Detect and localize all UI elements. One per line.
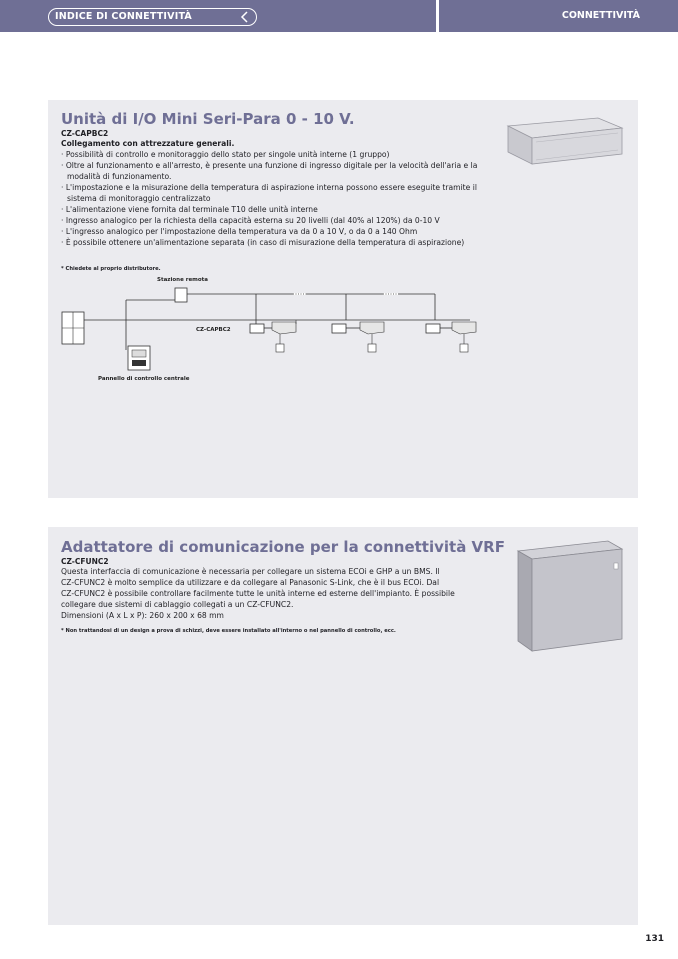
feature-item: · Possibilità di controllo e monitoraggio dello stato per singole unità interne (1 gruppo) (61, 150, 390, 159)
remote-station-label: Stazione remota (157, 277, 209, 283)
header-divider (436, 0, 439, 32)
product-model: CZ-CAPBC2 (61, 129, 109, 138)
adapter-label: CZ-CAPBC2 (196, 327, 231, 333)
product-description (61, 138, 481, 248)
indoor-unit-group-2 (332, 294, 384, 352)
footnote: * Non trattandosi di un design a prova di schizzi, deve essere installato all'interno o nel pannello di controllo, ecc. (61, 628, 396, 634)
io-unit-image (498, 116, 624, 168)
description-line: CZ-CFUNC2 è possibile controllare facilmente tutte le unità interne ed esterne dell'impianto. È possibile (61, 589, 455, 598)
page-number: 131 (645, 934, 664, 944)
central-panel-icon (128, 346, 150, 370)
section-label: CONNETTIVITÀ (561, 10, 640, 21)
feature-item: · È possibile ottenere un'alimentazione separata (in caso di misurazione della temperatura di aspirazione) (61, 238, 465, 247)
feature-item: · L'alimentazione viene fornita dal terminale T10 delle unità interne (61, 205, 318, 214)
footnote: * Chiedete al proprio distributore. (61, 266, 161, 272)
description-line: CZ-CFUNC2 è molto semplice da utilizzare e da collegare al Panasonic S-Link, che è il bus ECOi. Dal (61, 578, 440, 587)
product-title: Adattatore di comunicazione per la connettività VRF (61, 538, 505, 556)
description-line: Questa interfaccia di comunicazione è necessaria per collegare un sistema ECOi e GHP a un BMS. Il (61, 567, 440, 576)
feature-item: · Oltre al funzionamento e all'arresto, è presente una funzione di ingresso digitale per la velocità dell'aria e la modalità di funzionamento. (61, 161, 478, 181)
chevron-left-icon (240, 11, 250, 23)
product-model: CZ-CFUNC2 (61, 557, 109, 566)
remote-station-icon (175, 288, 187, 302)
index-nav-button[interactable] (48, 8, 257, 26)
indoor-unit-group-3 (426, 294, 476, 352)
product-subtitle: Collegamento con attrezzature generali. (61, 139, 235, 148)
feature-item: · Ingresso analogico per la richiesta della capacità esterna su 20 livelli (dal 40% al 120%) da 0-10 V (61, 216, 440, 225)
header-bar (0, 0, 678, 32)
product-description (61, 566, 501, 621)
feature-item: · L'impostazione e la misurazione della temperatura di aspirazione interna possono essere eseguite tramite il sistema di monitoraggio centralizzato (61, 183, 477, 203)
product-title: Unità di I/O Mini Seri-Para 0 - 10 V. (61, 110, 355, 128)
description-line: Dimensioni (A x L x P): 260 x 200 x 68 mm (61, 611, 224, 620)
central-panel-label: Pannello di controllo centrale (98, 376, 190, 382)
indoor-unit-group-1 (250, 294, 296, 352)
vrf-adapter-image (514, 539, 626, 654)
feature-item: · L'ingresso analogico per l'impostazione della temperatura va da 0 a 10 V, o da 0 a 140 Ohm (61, 227, 418, 236)
product-panel-vrf-adapter (48, 527, 638, 925)
wiring-diagram (60, 272, 500, 387)
description-line: collegare due sistemi di cablaggio collegati a un CZ-CFUNC2. (61, 600, 294, 609)
index-nav-label: INDICE DI CONNETTIVITÀ (55, 11, 192, 22)
